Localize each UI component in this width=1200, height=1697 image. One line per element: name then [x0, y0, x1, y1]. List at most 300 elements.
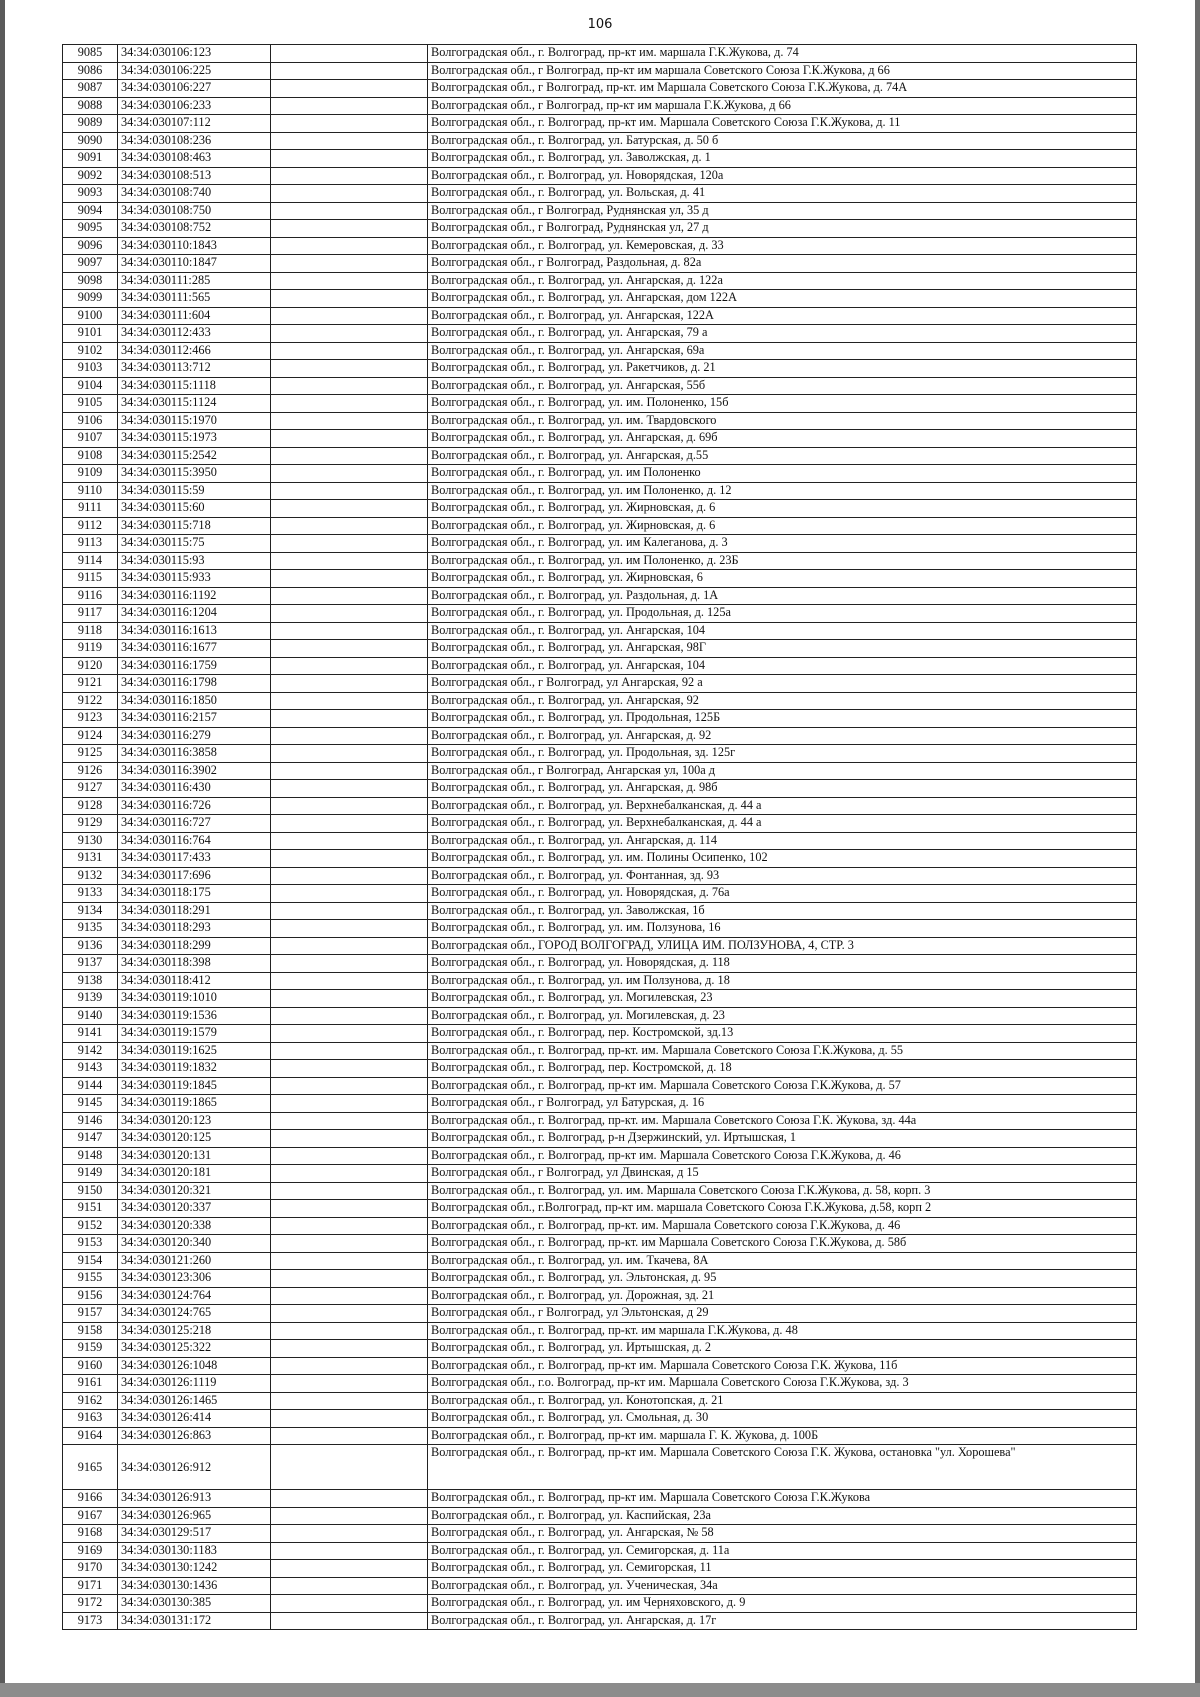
address-cell: Волгоградская обл., г. Волгоград, ул. Ангарская, д. 122а [428, 272, 1137, 290]
row-number-cell: 9117 [63, 605, 118, 623]
empty-cell [271, 1217, 428, 1235]
cadastral-number-cell: 34:34:030130:385 [118, 1595, 271, 1613]
cadastral-number-cell: 34:34:030108:236 [118, 132, 271, 150]
row-number-cell: 9142 [63, 1042, 118, 1060]
table-row [63, 150, 1137, 168]
empty-cell [271, 290, 428, 308]
cadastral-number-cell: 34:34:030126:414 [118, 1410, 271, 1428]
table-row [63, 1235, 1137, 1253]
cadastral-number-cell: 34:34:030111:565 [118, 290, 271, 308]
row-number-cell: 9152 [63, 1217, 118, 1235]
empty-cell [271, 622, 428, 640]
row-number-cell: 9088 [63, 97, 118, 115]
empty-cell [271, 97, 428, 115]
table-row [63, 325, 1137, 343]
address-cell: Волгоградская обл., г Волгоград, ул Батурская, д. 16 [428, 1095, 1137, 1113]
table-row [63, 1252, 1137, 1270]
row-number-cell: 9131 [63, 850, 118, 868]
address-cell: Волгоградская обл., г. Волгоград, ул. Заволжская, д. 1 [428, 150, 1137, 168]
empty-cell [271, 325, 428, 343]
empty-cell [271, 1542, 428, 1560]
address-cell: Волгоградская обл., г. Волгоград, ул. Раздольная, д. 1А [428, 587, 1137, 605]
empty-cell [271, 815, 428, 833]
table-row [63, 1445, 1137, 1490]
empty-cell [271, 1322, 428, 1340]
address-cell: Волгоградская обл., г.о. Волгоград, пр-кт им. Маршала Советского Союза Г.К.Жукова, зд. 3 [428, 1375, 1137, 1393]
cadastral-number-cell: 34:34:030130:1436 [118, 1577, 271, 1595]
row-number-cell: 9135 [63, 920, 118, 938]
address-cell: Волгоградская обл., г. Волгоград, ул. Семигорская, 11 [428, 1560, 1137, 1578]
row-number-cell: 9140 [63, 1007, 118, 1025]
row-number-cell: 9159 [63, 1340, 118, 1358]
cadastral-number-cell: 34:34:030120:338 [118, 1217, 271, 1235]
table-row [63, 1077, 1137, 1095]
row-number-cell: 9113 [63, 535, 118, 553]
cadastral-number-cell: 34:34:030130:1183 [118, 1542, 271, 1560]
table-row [63, 430, 1137, 448]
address-cell: Волгоградская обл., г. Волгоград, ул. Заволжская, 1б [428, 902, 1137, 920]
table-row [63, 622, 1137, 640]
row-number-cell: 9154 [63, 1252, 118, 1270]
cadastral-number-cell: 34:34:030131:172 [118, 1612, 271, 1630]
empty-cell [271, 517, 428, 535]
scan-edge-left [0, 0, 5, 1697]
cadastral-number-cell: 34:34:030126:965 [118, 1507, 271, 1525]
table-row [63, 937, 1137, 955]
address-cell: Волгоградская обл., г. Волгоград, ул. Смольная, д. 30 [428, 1410, 1137, 1428]
empty-cell [271, 1445, 428, 1490]
cadastral-number-cell: 34:34:030115:75 [118, 535, 271, 553]
address-cell: Волгоградская обл., г. Волгоград, пр-кт им. Маршала Советского Союза Г.К.Жукова [428, 1490, 1137, 1508]
address-cell: Волгоградская обл., г. Волгоград, р-н Дзержинский, ул. Иртышская, 1 [428, 1130, 1137, 1148]
address-cell: Волгоградская обл., г. Волгоград, ул. Ангарская, 104 [428, 657, 1137, 675]
table-row [63, 412, 1137, 430]
row-number-cell: 9136 [63, 937, 118, 955]
address-cell: Волгоградская обл., г Волгоград, ул Ангарская, 92 а [428, 675, 1137, 693]
empty-cell [271, 237, 428, 255]
empty-cell [271, 447, 428, 465]
row-number-cell: 9151 [63, 1200, 118, 1218]
table-row [63, 185, 1137, 203]
empty-cell [271, 1612, 428, 1630]
empty-cell [271, 342, 428, 360]
row-number-cell: 9150 [63, 1182, 118, 1200]
address-cell: Волгоградская обл., г. Волгоград, ул. Ангарская, 98Г [428, 640, 1137, 658]
table-row [63, 605, 1137, 623]
address-cell: Волгоградская обл., г. Волгоград, ул. Батурская, д. 50 б [428, 132, 1137, 150]
table-row [63, 1287, 1137, 1305]
empty-cell [271, 395, 428, 413]
address-cell: Волгоградская обл., г. Волгоград, ул. Ангарская, № 58 [428, 1525, 1137, 1543]
cadastral-number-cell: 34:34:030115:93 [118, 552, 271, 570]
row-number-cell: 9147 [63, 1130, 118, 1148]
address-cell: Волгоградская обл., г. Волгоград, ул. им Черняховского, д. 9 [428, 1595, 1137, 1613]
row-number-cell: 9133 [63, 885, 118, 903]
address-cell: Волгоградская обл., г. Волгоград, ул. им. Твардовского [428, 412, 1137, 430]
cadastral-number-cell: 34:34:030108:750 [118, 202, 271, 220]
table-row [63, 377, 1137, 395]
cadastral-number-cell: 34:34:030108:463 [118, 150, 271, 168]
table-row [63, 797, 1137, 815]
empty-cell [271, 360, 428, 378]
address-cell: Волгоградская обл., г Волгоград, Раздольная, д. 82а [428, 255, 1137, 273]
address-cell: Волгоградская обл., г. Волгоград, пр-кт им. Маршала Советского Союза Г.К. Жукова, остановка "ул. Хорошева" [428, 1445, 1137, 1490]
table-row [63, 1217, 1137, 1235]
cadastral-number-cell: 34:34:030119:1845 [118, 1077, 271, 1095]
cadastral-number-cell: 34:34:030120:340 [118, 1235, 271, 1253]
address-cell: Волгоградская обл., г Волгоград, пр-кт им маршала Г.К.Жукова, д 66 [428, 97, 1137, 115]
row-number-cell: 9108 [63, 447, 118, 465]
empty-cell [271, 605, 428, 623]
empty-cell [271, 80, 428, 98]
table-row [63, 1490, 1137, 1508]
row-number-cell: 9094 [63, 202, 118, 220]
row-number-cell: 9089 [63, 115, 118, 133]
address-cell: Волгоградская обл., г Волгоград, Руднянская ул, 35 д [428, 202, 1137, 220]
address-cell: Волгоградская обл., г. Волгоград, ул. Вольская, д. 41 [428, 185, 1137, 203]
cadastral-number-cell: 34:34:030116:279 [118, 727, 271, 745]
cadastral-number-cell: 34:34:030113:712 [118, 360, 271, 378]
cadastral-number-cell: 34:34:030115:3950 [118, 465, 271, 483]
empty-cell [271, 272, 428, 290]
empty-cell [271, 1525, 428, 1543]
table-row [63, 132, 1137, 150]
table-row [63, 640, 1137, 658]
address-cell: Волгоградская обл., г. Волгоград, ул. Верхнебалканская, д. 44 а [428, 815, 1137, 833]
empty-cell [271, 1007, 428, 1025]
row-number-cell: 9106 [63, 412, 118, 430]
empty-cell [271, 255, 428, 273]
address-cell: Волгоградская обл., г. Волгоград, ул. Ученическая, 34а [428, 1577, 1137, 1595]
cadastral-number-cell: 34:34:030116:3858 [118, 745, 271, 763]
address-cell: Волгоградская обл., г. Волгоград, пр-кт. им Маршала Советского Союза Г.К.Жукова, д. 58б [428, 1235, 1137, 1253]
cadastral-number-cell: 34:34:030115:1970 [118, 412, 271, 430]
table-row [63, 710, 1137, 728]
empty-cell [271, 1595, 428, 1613]
cadastral-number-cell: 34:34:030116:2157 [118, 710, 271, 728]
address-cell: Волгоградская обл., г. Волгоград, ул. Ангарская, д. 98б [428, 780, 1137, 798]
empty-cell [271, 1200, 428, 1218]
empty-cell [271, 1025, 428, 1043]
address-cell: Волгоградская обл., г. Волгоград, ул. им Ползунова, д. 18 [428, 972, 1137, 990]
row-number-cell: 9096 [63, 237, 118, 255]
row-number-cell: 9127 [63, 780, 118, 798]
cadastral-number-cell: 34:34:030116:726 [118, 797, 271, 815]
empty-cell [271, 1427, 428, 1445]
cadastral-number-cell: 34:34:030118:412 [118, 972, 271, 990]
table-row [63, 1305, 1137, 1323]
row-number-cell: 9170 [63, 1560, 118, 1578]
row-number-cell: 9123 [63, 710, 118, 728]
empty-cell [271, 727, 428, 745]
address-cell: Волгоградская обл., г Волгоград, пр-кт. им Маршала Советского Союза Г.К.Жукова, д. 74А [428, 80, 1137, 98]
table-row [63, 360, 1137, 378]
empty-cell [271, 482, 428, 500]
empty-cell [271, 850, 428, 868]
table-row [63, 815, 1137, 833]
table-row [63, 727, 1137, 745]
row-number-cell: 9110 [63, 482, 118, 500]
row-number-cell: 9125 [63, 745, 118, 763]
empty-cell [271, 745, 428, 763]
empty-cell [271, 185, 428, 203]
cadastral-number-cell: 34:34:030115:1124 [118, 395, 271, 413]
cadastral-number-cell: 34:34:030116:1850 [118, 692, 271, 710]
table-row [63, 832, 1137, 850]
empty-cell [271, 692, 428, 710]
address-cell: Волгоградская обл., г. Волгоград, пр-кт им. Маршала Советского Союза Г.К. Жукова, 11б [428, 1357, 1137, 1375]
table-row [63, 1025, 1137, 1043]
row-number-cell: 9157 [63, 1305, 118, 1323]
empty-cell [271, 937, 428, 955]
cadastral-number-cell: 34:34:030120:321 [118, 1182, 271, 1200]
table-row [63, 1270, 1137, 1288]
row-number-cell: 9167 [63, 1507, 118, 1525]
address-cell: Волгоградская обл., г. Волгоград, ул. Жирновская, д. 6 [428, 517, 1137, 535]
row-number-cell: 9111 [63, 500, 118, 518]
address-cell: Волгоградская обл., г. Волгоград, ул. Продольная, зд. 125г [428, 745, 1137, 763]
cadastral-number-cell: 34:34:030110:1843 [118, 237, 271, 255]
empty-cell [271, 465, 428, 483]
table-row [63, 1427, 1137, 1445]
cadastral-number-cell: 34:34:030106:227 [118, 80, 271, 98]
empty-cell [271, 62, 428, 80]
table-row [63, 972, 1137, 990]
cadastral-number-cell: 34:34:030116:430 [118, 780, 271, 798]
cadastral-number-cell: 34:34:030117:433 [118, 850, 271, 868]
row-number-cell: 9122 [63, 692, 118, 710]
row-number-cell: 9107 [63, 430, 118, 448]
empty-cell [271, 500, 428, 518]
address-cell: Волгоградская обл., г. Волгоград, ул. Ангарская, д. 17г [428, 1612, 1137, 1630]
cadastral-number-cell: 34:34:030126:1465 [118, 1392, 271, 1410]
address-cell: Волгоградская обл., г. Волгоград, ул. Новорядская, д. 76а [428, 885, 1137, 903]
table-row [63, 1560, 1137, 1578]
cadastral-number-cell: 34:34:030115:718 [118, 517, 271, 535]
row-number-cell: 9148 [63, 1147, 118, 1165]
cadastral-number-cell: 34:34:030126:863 [118, 1427, 271, 1445]
row-number-cell: 9114 [63, 552, 118, 570]
cadastral-number-cell: 34:34:030117:696 [118, 867, 271, 885]
empty-cell [271, 797, 428, 815]
empty-cell [271, 1112, 428, 1130]
address-cell: Волгоградская обл., г. Волгоград, ул. Ангарская, д.55 [428, 447, 1137, 465]
address-cell: Волгоградская обл., г Волгоград, ул Двинская, д 15 [428, 1165, 1137, 1183]
cadastral-number-cell: 34:34:030108:513 [118, 167, 271, 185]
cadastral-number-cell: 34:34:030119:1010 [118, 990, 271, 1008]
row-number-cell: 9169 [63, 1542, 118, 1560]
address-cell: Волгоградская обл., г. Волгоград, ул. Ангарская, 79 а [428, 325, 1137, 343]
row-number-cell: 9137 [63, 955, 118, 973]
empty-cell [271, 132, 428, 150]
empty-cell [271, 780, 428, 798]
row-number-cell: 9155 [63, 1270, 118, 1288]
address-cell: Волгоградская обл., г. Волгоград, ул. Продольная, 125Б [428, 710, 1137, 728]
address-cell: Волгоградская обл., г. Волгоград, ул. Кемеровская, д. 33 [428, 237, 1137, 255]
empty-cell [271, 1147, 428, 1165]
cadastral-number-cell: 34:34:030108:752 [118, 220, 271, 238]
cadastral-number-cell: 34:34:030130:1242 [118, 1560, 271, 1578]
table-row [63, 1147, 1137, 1165]
cadastral-number-cell: 34:34:030111:285 [118, 272, 271, 290]
table-row [63, 1060, 1137, 1078]
table-row [63, 290, 1137, 308]
cadastral-number-cell: 34:34:030116:3902 [118, 762, 271, 780]
address-cell: Волгоградская обл., г. Волгоград, ул. им Полоненко, д. 23Б [428, 552, 1137, 570]
address-cell: Волгоградская обл., г. Волгоград, ул. Жирновская, д. 6 [428, 500, 1137, 518]
address-cell: Волгоградская обл., г. Волгоград, ул. Ангарская, дом 122А [428, 290, 1137, 308]
cadastral-number-cell: 34:34:030123:306 [118, 1270, 271, 1288]
table-row [63, 80, 1137, 98]
cadastral-number-cell: 34:34:030121:260 [118, 1252, 271, 1270]
row-number-cell: 9109 [63, 465, 118, 483]
address-cell: Волгоградская обл., г. Волгоград, пр-кт. им маршала Г.К.Жукова, д. 48 [428, 1322, 1137, 1340]
table-row [63, 1612, 1137, 1630]
row-number-cell: 9128 [63, 797, 118, 815]
cadastral-number-cell: 34:34:030120:131 [118, 1147, 271, 1165]
cadastral-number-cell: 34:34:030118:293 [118, 920, 271, 938]
cadastral-number-cell: 34:34:030112:433 [118, 325, 271, 343]
empty-cell [271, 972, 428, 990]
address-cell: Волгоградская обл., г. Волгоград, ул. им Калеганова, д. 3 [428, 535, 1137, 553]
address-cell: Волгоградская обл., г. Волгоград, пр-кт. им. Маршала Советского союза Г.К.Жукова, д. 46 [428, 1217, 1137, 1235]
address-cell: Волгоградская обл., г. Волгоград, пр-кт им. Маршала Советского Союза Г.К.Жукова, д. 57 [428, 1077, 1137, 1095]
empty-cell [271, 902, 428, 920]
row-number-cell: 9132 [63, 867, 118, 885]
table-row [63, 1542, 1137, 1560]
address-cell: Волгоградская обл., г. Волгоград, пр-кт им. Маршала Советского Союза Г.К.Жукова, д. 46 [428, 1147, 1137, 1165]
row-number-cell: 9104 [63, 377, 118, 395]
row-number-cell: 9112 [63, 517, 118, 535]
row-number-cell: 9102 [63, 342, 118, 360]
cadastral-number-cell: 34:34:030119:1865 [118, 1095, 271, 1113]
empty-cell [271, 675, 428, 693]
cadastral-number-cell: 34:34:030106:233 [118, 97, 271, 115]
empty-cell [271, 762, 428, 780]
address-cell: Волгоградская обл., г. Волгоград, ул. Ангарская, д. 92 [428, 727, 1137, 745]
row-number-cell: 9120 [63, 657, 118, 675]
table-row [63, 1507, 1137, 1525]
row-number-cell: 9090 [63, 132, 118, 150]
row-number-cell: 9105 [63, 395, 118, 413]
table-row [63, 167, 1137, 185]
scan-edge-right [1195, 0, 1200, 1697]
cadastral-number-cell: 34:34:030116:727 [118, 815, 271, 833]
cadastral-number-cell: 34:34:030115:2542 [118, 447, 271, 465]
registry-table [62, 44, 1137, 1630]
cadastral-number-cell: 34:34:030116:1798 [118, 675, 271, 693]
cadastral-number-cell: 34:34:030115:60 [118, 500, 271, 518]
row-number-cell: 9164 [63, 1427, 118, 1445]
cadastral-number-cell: 34:34:030119:1579 [118, 1025, 271, 1043]
address-cell: Волгоградская обл., г. Волгоград, пр-кт им. маршала Г. К. Жукова, д. 100Б [428, 1427, 1137, 1445]
empty-cell [271, 1252, 428, 1270]
row-number-cell: 9144 [63, 1077, 118, 1095]
address-cell: Волгоградская обл., г Волгоград, ул Эльтонская, д 29 [428, 1305, 1137, 1323]
cadastral-number-cell: 34:34:030118:291 [118, 902, 271, 920]
empty-cell [271, 535, 428, 553]
address-cell: Волгоградская обл., г. Волгоград, ул. Могилевская, 23 [428, 990, 1137, 1008]
address-cell: Волгоградская обл., г. Волгоград, ул. Ангарская, 55б [428, 377, 1137, 395]
address-cell: Волгоградская обл., г Волгоград, Ангарская ул, 100а д [428, 762, 1137, 780]
row-number-cell: 9172 [63, 1595, 118, 1613]
table-row [63, 447, 1137, 465]
table-row [63, 1410, 1137, 1428]
table-row [63, 500, 1137, 518]
address-cell: Волгоградская обл., г. Волгоград, ул. им Полоненко [428, 465, 1137, 483]
empty-cell [271, 1357, 428, 1375]
row-number-cell: 9139 [63, 990, 118, 1008]
row-number-cell: 9156 [63, 1287, 118, 1305]
cadastral-number-cell: 34:34:030124:765 [118, 1305, 271, 1323]
address-cell: Волгоградская обл., г. Волгоград, ул. Новорядская, д. 118 [428, 955, 1137, 973]
cadastral-number-cell: 34:34:030112:466 [118, 342, 271, 360]
cadastral-number-cell: 34:34:030118:299 [118, 937, 271, 955]
row-number-cell: 9165 [63, 1445, 118, 1490]
cadastral-number-cell: 34:34:030125:322 [118, 1340, 271, 1358]
empty-cell [271, 570, 428, 588]
cadastral-number-cell: 34:34:030116:764 [118, 832, 271, 850]
empty-cell [271, 990, 428, 1008]
empty-cell [271, 430, 428, 448]
cadastral-number-cell: 34:34:030111:604 [118, 307, 271, 325]
table-row [63, 745, 1137, 763]
empty-cell [271, 640, 428, 658]
address-cell: Волгоградская обл., г. Волгоград, пр-кт им. Маршала Советского Союза Г.К.Жукова, д. 11 [428, 115, 1137, 133]
empty-cell [271, 955, 428, 973]
address-cell: Волгоградская обл., г. Волгоград, ул. Могилевская, д. 23 [428, 1007, 1137, 1025]
table-row [63, 1007, 1137, 1025]
row-number-cell: 9115 [63, 570, 118, 588]
table-row [63, 902, 1137, 920]
row-number-cell: 9171 [63, 1577, 118, 1595]
cadastral-number-cell: 34:34:030116:1613 [118, 622, 271, 640]
address-cell: Волгоградская обл., г. Волгоград, ул. им Полоненко, д. 12 [428, 482, 1137, 500]
empty-cell [271, 1077, 428, 1095]
row-number-cell: 9168 [63, 1525, 118, 1543]
row-number-cell: 9086 [63, 62, 118, 80]
row-number-cell: 9173 [63, 1612, 118, 1630]
row-number-cell: 9099 [63, 290, 118, 308]
address-cell: Волгоградская обл., г Волгоград, пр-кт им маршала Советского Союза Г.К.Жукова, д 66 [428, 62, 1137, 80]
address-cell: Волгоградская обл., г. Волгоград, пр-кт. им. Маршала Советского Союза Г.К.Жукова, д. 55 [428, 1042, 1137, 1060]
row-number-cell: 9161 [63, 1375, 118, 1393]
row-number-cell: 9103 [63, 360, 118, 378]
address-cell: Волгоградская обл., г. Волгоград, ул. Ангарская, д. 114 [428, 832, 1137, 850]
address-cell: Волгоградская обл., г. Волгоград, ул. Ангарская, 104 [428, 622, 1137, 640]
cadastral-number-cell: 34:34:030126:912 [118, 1445, 271, 1490]
table-row [63, 1182, 1137, 1200]
table-row [63, 1595, 1137, 1613]
empty-cell [271, 167, 428, 185]
row-number-cell: 9138 [63, 972, 118, 990]
cadastral-number-cell: 34:34:030124:764 [118, 1287, 271, 1305]
table-row [63, 780, 1137, 798]
address-cell: Волгоградская обл., г. Волгоград, ул. Эльтонская, д. 95 [428, 1270, 1137, 1288]
address-cell: Волгоградская обл., г. Волгоград, ул. Новорядская, 120а [428, 167, 1137, 185]
cadastral-number-cell: 34:34:030107:112 [118, 115, 271, 133]
table-row [63, 395, 1137, 413]
table-row [63, 675, 1137, 693]
address-cell: Волгоградская обл., г. Волгоград, ул. Фонтанная, зд. 93 [428, 867, 1137, 885]
empty-cell [271, 1182, 428, 1200]
address-cell: Волгоградская обл., г. Волгоград, ул. им. Ползунова, 16 [428, 920, 1137, 938]
empty-cell [271, 150, 428, 168]
cadastral-number-cell: 34:34:030119:1536 [118, 1007, 271, 1025]
empty-cell [271, 1507, 428, 1525]
empty-cell [271, 1490, 428, 1508]
empty-cell [271, 1095, 428, 1113]
